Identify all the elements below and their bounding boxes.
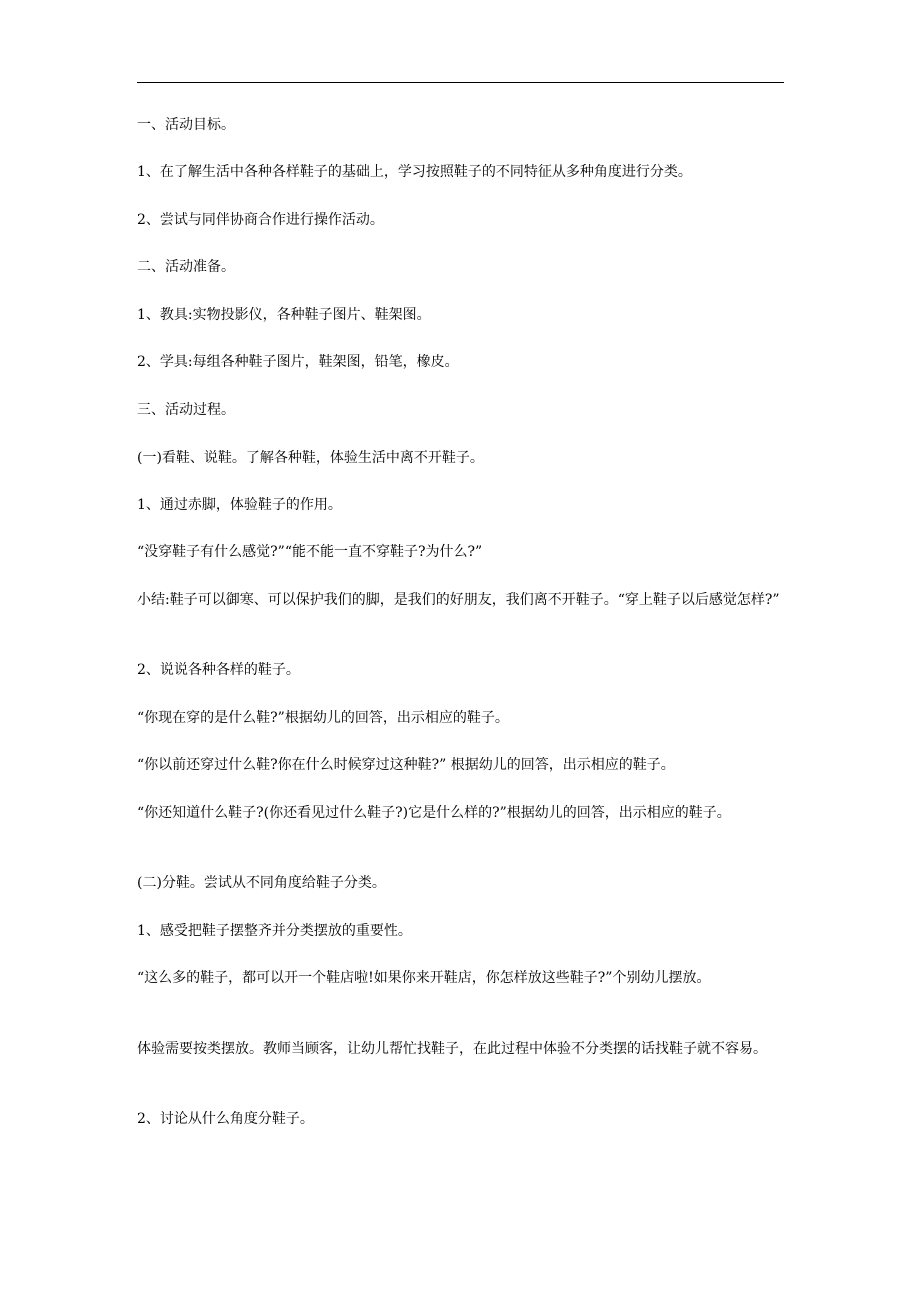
- paragraph: 1、教具:实物投影仪，各种鞋子图片、鞋架图。: [137, 307, 431, 323]
- paragraph: 体验需要按类摆放。教师当顾客，让幼儿帮忙找鞋子，在此过程中体验不分类摆的话找鞋子就不容易。: [137, 1041, 767, 1057]
- paragraph: “你以前还穿过什么鞋?你在什么时候穿过这种鞋?” 根据幼儿的回答，出示相应的鞋子。: [137, 757, 675, 773]
- subsection-heading: (一)看鞋、说鞋。了解各种鞋，体验生活中离不开鞋子。: [137, 450, 484, 466]
- section-heading-process: 三、活动过程。: [137, 402, 235, 418]
- paragraph: 2、尝试与同伴协商合作进行操作活动。: [137, 212, 384, 228]
- paragraph: “你还知道什么鞋子?(你还看见过什么鞋子?)它是什么样的?”根据幼儿的回答，出示相应的鞋子。: [137, 805, 731, 821]
- paragraph: “你现在穿的是什么鞋?”根据幼儿的回答，出示相应的鞋子。: [137, 710, 509, 726]
- section-heading-goals: 一、活动目标。: [137, 117, 235, 133]
- paragraph: 1、感受把鞋子摆整齐并分类摆放的重要性。: [137, 923, 412, 939]
- subsection-heading: (二)分鞋。尝试从不同角度给鞋子分类。: [137, 875, 386, 891]
- paragraph: 2、学具:每组各种鞋子图片，鞋架图，铅笔，橡皮。: [137, 354, 459, 370]
- paragraph: “没穿鞋子有什么感觉?”“能不能一直不穿鞋子?为什么?”: [137, 544, 483, 560]
- section-heading-preparation: 二、活动准备。: [137, 259, 235, 275]
- paragraph: 2、讨论从什么角度分鞋子。: [137, 1111, 314, 1127]
- paragraph: 1、通过赤脚，体验鞋子的作用。: [137, 497, 342, 513]
- paragraph: 小结:鞋子可以御寒、可以保护我们的脚，是我们的好朋友，我们离不开鞋子。“穿上鞋子以后感觉怎样?”: [137, 592, 780, 608]
- header-rule: [137, 82, 784, 83]
- paragraph: “这么多的鞋子，都可以开一个鞋店啦!如果你来开鞋店，你怎样放这些鞋子?”个别幼儿摆放。: [137, 970, 711, 986]
- paragraph: 2、说说各种各样的鞋子。: [137, 662, 300, 678]
- paragraph: 1、在了解生活中各种各样鞋子的基础上，学习按照鞋子的不同特征从多种角度进行分类。: [137, 164, 692, 180]
